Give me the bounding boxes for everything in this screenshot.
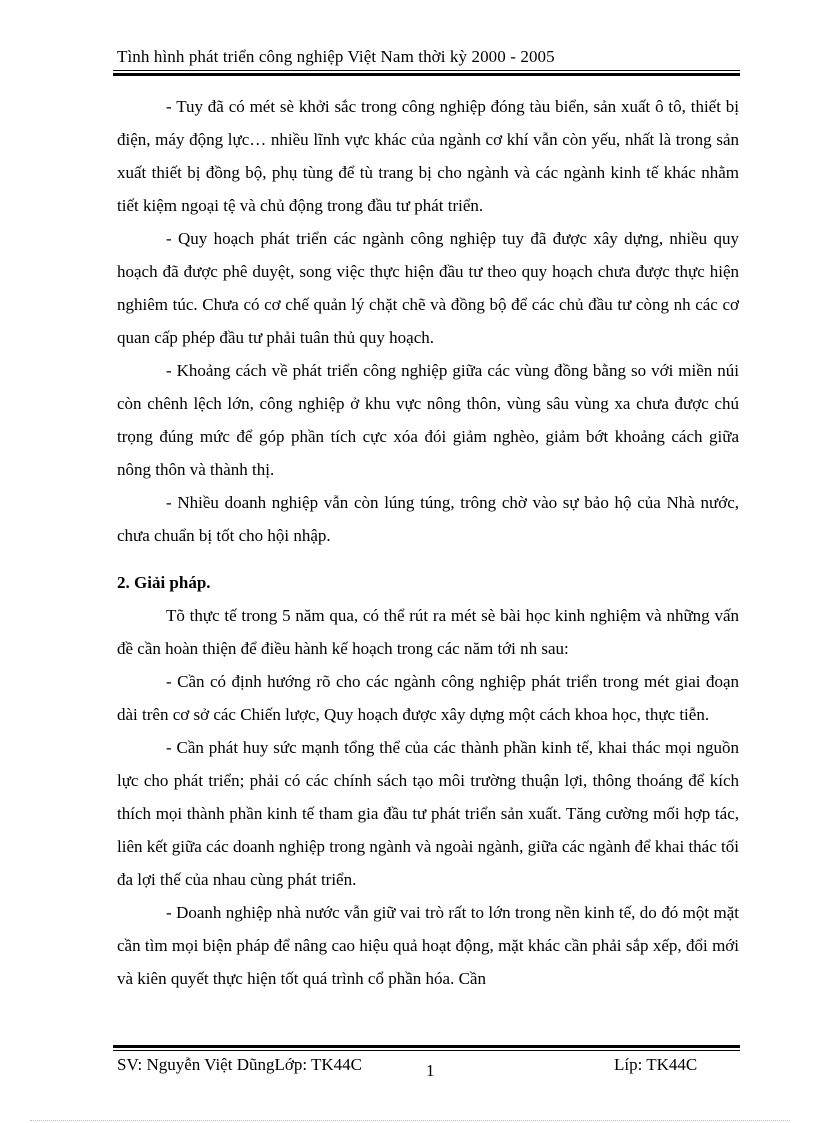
body-text [117, 90, 739, 995]
paragraph: - Cần phát huy sức mạnh tổng thể của các thành phần kinh tế, khai thác mọi nguồn lực cho phát triển; phải có các chính sách tạo môi trường thuận lợi, thông thoáng để kích thích mọi thành phần kinh tế tham gia đầu tư phát triển sản xuất. Tăng cường mối hợp tác, liên kết giữa các doanh nghiệp trong ngành và ngoài ngành, giữa các ngành để khai thác tối đa lợi thế của nhau cùng phát triển. [117, 738, 739, 889]
footer-class: Líp: TK44C [614, 1055, 698, 1074]
paragraph: - Tuy đã có mét sè khởi sắc trong công nghiệp đóng tàu biển, sản xuất ô tô, thiết bị điện, máy động lực… nhiều lĩnh vực khác của ngành cơ khí vẫn còn yếu, nhất là trong sản xuất thiết bị đồng bộ, phụ tùng để tù trang bị cho ngành và các ngành kinh tế khác nhằm tiết kiệm ngoại tệ và chủ động trong đầu tư phát triển. [117, 97, 739, 215]
page-header-title: Tình hình phát triển công nghiệp Việt Nam thời kỳ 2000 - 2005 [117, 47, 555, 66]
footer-rule-thin [113, 1050, 740, 1051]
header-rule-thin [113, 70, 740, 71]
bottom-dotted-border [30, 1120, 790, 1121]
section-heading: 2. Giải pháp. [117, 573, 211, 592]
paragraph: - Cần có định hướng rõ cho các ngành công nghiệp phát triển trong mét giai đoạn dài trên cơ sở các Chiến lược, Quy hoạch được xây dựng một cách khoa học, thực tiễn. [117, 672, 739, 724]
paragraph: Tõ thực tế trong 5 năm qua, có thể rút ra mét sè bài học kinh nghiệm và những vấn đề cần hoàn thiện để điều hành kế hoạch trong các năm tới nh sau: [117, 606, 739, 658]
paragraph: - Quy hoạch phát triển các ngành công nghiệp tuy đã được xây dựng, nhiều quy hoạch đã được phê duyệt, song việc thực hiện đầu tư theo quy hoạch chưa được thực hiện nghiêm túc. Chưa có cơ chế quản lý chặt chẽ và đồng bộ để các chủ đầu tư còng nh các cơ quan cấp phép đầu tư phải tuân thủ quy hoạch. [117, 229, 739, 347]
footer-rule-thick [113, 1045, 740, 1048]
footer-student: SV: Nguyễn Việt DũngLớp: TK44C [117, 1055, 363, 1074]
header-rule-thick [113, 73, 740, 76]
paragraph: - Nhiều doanh nghiệp vẫn còn lúng túng, trông chờ vào sự bảo hộ của Nhà nước, chưa chuẩn bị tốt cho hội nhập. [117, 493, 739, 545]
footer-page-number: 1 [426, 1061, 435, 1080]
paragraph: - Doanh nghiệp nhà nước vẫn giữ vai trò rất to lớn trong nền kinh tế, do đó một mặt cần tìm mọi biện pháp để nâng cao hiệu quả hoạt động, mặt khác cần phải sắp xếp, đổi mới và kiên quyết thực hiện tốt quá trình cổ phần hóa. Cần [117, 903, 739, 988]
paragraph: - Khoảng cách về phát triển công nghiệp giữa các vùng đồng bằng so với miền núi còn chênh lệch lớn, công nghiệp ở khu vực nông thôn, vùng sâu vùng xa chưa được chú trọng đúng mức để góp phần tích cực xóa đói giảm nghèo, giảm bớt khoảng cách giữa nông thôn và thành thị. [117, 361, 739, 479]
